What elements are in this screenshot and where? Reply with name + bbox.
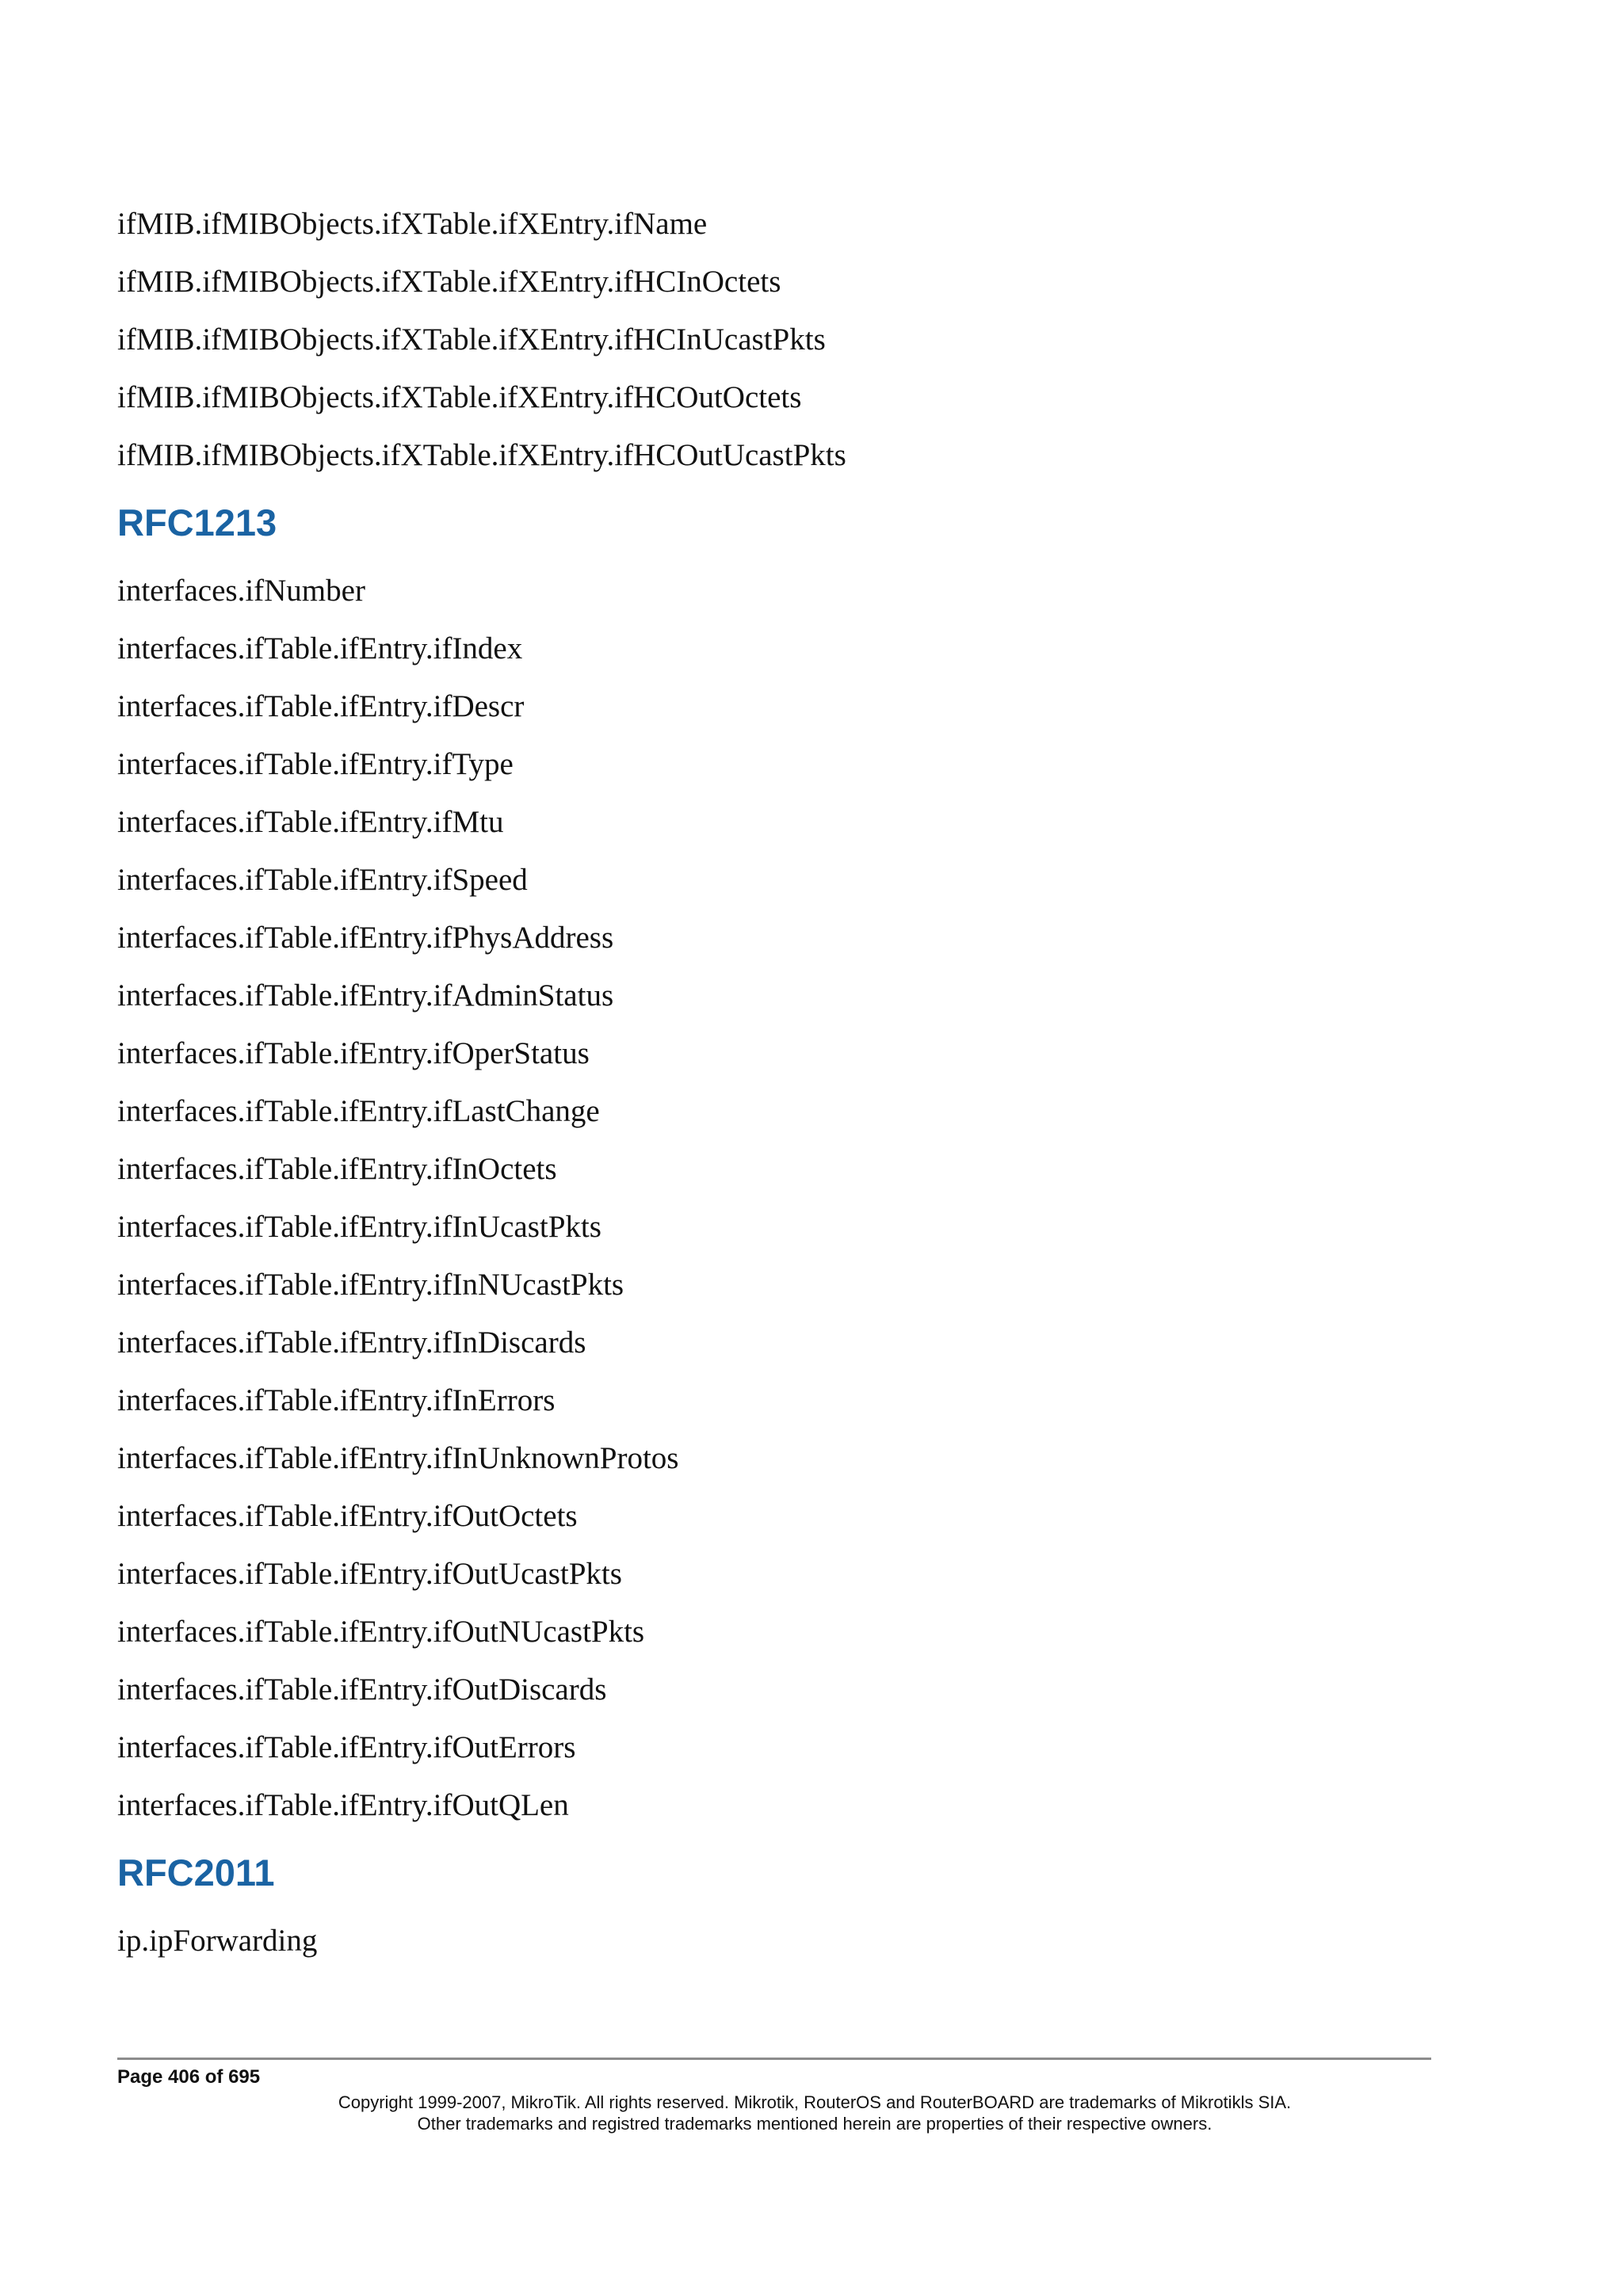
- oid-line: interfaces.ifTable.ifEntry.ifOutOctets: [117, 1499, 578, 1533]
- oid-line: interfaces.ifTable.ifEntry.ifInNUcastPkts: [117, 1268, 624, 1302]
- oid-line: interfaces.ifTable.ifEntry.ifInUcastPkts: [117, 1210, 601, 1244]
- oid-line: interfaces.ifTable.ifEntry.ifAdminStatus: [117, 978, 614, 1013]
- oid-line: interfaces.ifTable.ifEntry.ifDescr: [117, 689, 525, 723]
- oid-line: interfaces.ifTable.ifEntry.ifOutDiscards: [117, 1672, 607, 1707]
- copyright-line-2: Other trademarks and registred trademarks mentioned herein are properties of their respective owners.: [417, 2114, 1212, 2134]
- page-content: [117, 195, 1433, 1970]
- oid-line: interfaces.ifTable.ifEntry.ifInErrors: [117, 1383, 556, 1417]
- oid-line: interfaces.ifTable.ifEntry.ifPhysAddress: [117, 921, 614, 955]
- section-rfc1213: [117, 484, 1433, 1834]
- oid-line: interfaces.ifNumber: [117, 574, 365, 608]
- sections: [117, 484, 1433, 1970]
- oid-line: interfaces.ifTable.ifEntry.ifOutErrors: [117, 1730, 576, 1764]
- oid-line: interfaces.ifTable.ifEntry.ifIndex: [117, 631, 523, 666]
- footer-divider: [117, 2058, 1431, 2060]
- oid-line: interfaces.ifTable.ifEntry.ifType: [117, 747, 514, 781]
- oid-line: ifMIB.ifMIBObjects.ifXTable.ifXEntry.ifName: [117, 207, 708, 241]
- top-oid-list: [117, 195, 1433, 484]
- section-rfc2011: [117, 1834, 1433, 1970]
- oid-line: ifMIB.ifMIBObjects.ifXTable.ifXEntry.ifHCInOctets: [117, 265, 781, 299]
- section-heading: RFC1213: [117, 502, 277, 543]
- oid-line: interfaces.ifTable.ifEntry.ifOutQLen: [117, 1788, 569, 1822]
- oid-line: ifMIB.ifMIBObjects.ifXTable.ifXEntry.ifHCOutOctets: [117, 380, 802, 414]
- oid-line: interfaces.ifTable.ifEntry.ifMtu: [117, 805, 504, 839]
- page-number: Page 406 of 695: [117, 2066, 261, 2088]
- oid-line: interfaces.ifTable.ifEntry.ifInUnknownProtos: [117, 1441, 679, 1475]
- oid-line: ifMIB.ifMIBObjects.ifXTable.ifXEntry.ifHCInUcastPkts: [117, 322, 826, 357]
- oid-line: ip.ipForwarding: [117, 1924, 318, 1958]
- oid-line: interfaces.ifTable.ifEntry.ifSpeed: [117, 863, 528, 897]
- oid-line: interfaces.ifTable.ifEntry.ifInOctets: [117, 1152, 557, 1186]
- oid-line: interfaces.ifTable.ifEntry.ifOutNUcastPkts: [117, 1615, 645, 1649]
- oid-line: interfaces.ifTable.ifEntry.ifInDiscards: [117, 1325, 586, 1360]
- oid-line: interfaces.ifTable.ifEntry.ifOutUcastPkts: [117, 1557, 622, 1591]
- copyright-line-1: Copyright 1999-2007, MikroTik. All rights reserved. Mikrotik, RouterOS and RouterBOARD are trademarks of Mikrotikls SIA.: [338, 2092, 1292, 2112]
- copyright-notice: [117, 2092, 1512, 2134]
- oid-line: ifMIB.ifMIBObjects.ifXTable.ifXEntry.ifHCOutUcastPkts: [117, 438, 846, 472]
- oid-line: interfaces.ifTable.ifEntry.ifLastChange: [117, 1094, 600, 1128]
- section-heading: RFC2011: [117, 1852, 275, 1894]
- oid-line: interfaces.ifTable.ifEntry.ifOperStatus: [117, 1036, 590, 1070]
